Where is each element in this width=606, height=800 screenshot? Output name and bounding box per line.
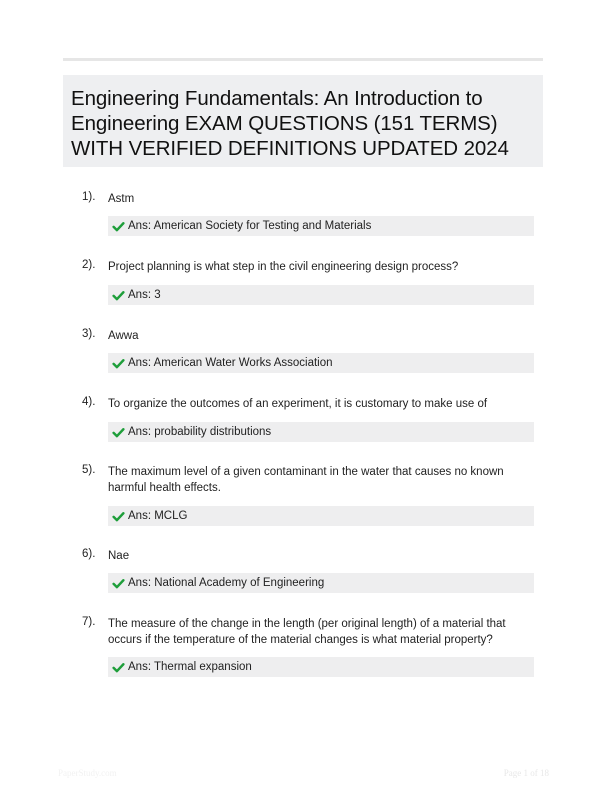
answer-box [108,657,534,677]
question-text: The measure of the change in the length (per original length) of a material that occurs if the temperature of the material changes is what material property? [108,618,506,646]
answer-text: Ans: American Society for Testing and Materials [128,220,372,232]
check-icon [112,577,125,590]
question-text: Awwa [108,330,139,342]
question-number: 2). [82,259,96,271]
answer-box [108,422,534,442]
check-icon [112,661,125,674]
question-number: 7). [82,616,96,628]
question-number: 1). [82,191,96,203]
answer-text: Ans: probability distributions [128,426,272,438]
answer-box [108,573,534,593]
check-icon [112,357,125,370]
answer-text: Ans: 3 [128,289,161,301]
answer-text: Ans: MCLG [128,510,188,522]
footer-watermark: PaperStudy.com [58,768,117,778]
question-text: To organize the outcomes of an experiment, it is customary to make use of [108,398,488,410]
title-box [63,75,543,167]
question-number: 3). [82,328,96,340]
top-divider [63,58,543,61]
check-icon [112,510,125,523]
answer-text: Ans: Thermal expansion [128,661,252,673]
question-number: 6). [82,548,96,560]
question-number: 4). [82,396,96,408]
question-text: Nae [108,550,130,562]
answer-box [108,353,534,373]
check-icon [112,220,125,233]
page-title: Engineering Fundamentals: An Introduction to Engineering EXAM QUESTIONS (151 TERMS) WITH VERIFIED DEFINITIONS UPDATED 2024 [71,87,509,160]
question-number: 5). [82,464,96,476]
page-number: Page 1 of 18 [503,768,549,778]
answer-box [108,506,534,526]
question-text: The maximum level of a given contaminant in the water that causes no known harmful health effects. [108,466,504,494]
question-text: Project planning is what step in the civil engineering design process? [108,261,459,273]
question-text: Astm [108,193,135,205]
answer-text: Ans: American Water Works Association [128,357,333,369]
check-icon [112,426,125,439]
answer-box [108,285,534,305]
answer-text: Ans: National Academy of Engineering [128,577,325,589]
answer-box [108,216,534,236]
check-icon [112,289,125,302]
